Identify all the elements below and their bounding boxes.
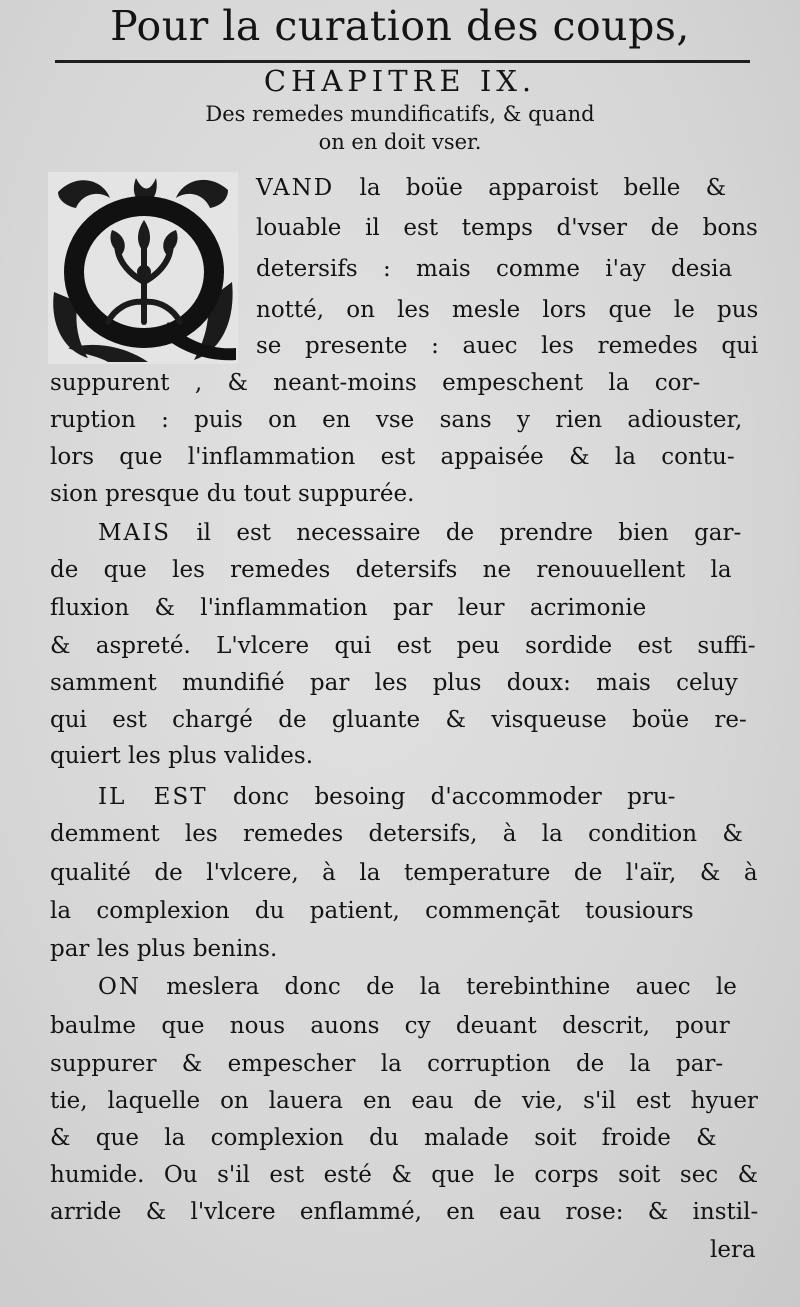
text-line: louable il est temps d'vser de bons bbox=[256, 215, 758, 241]
text-line: qualité de l'vlcere, à la temperature de l'aïr, & à bbox=[50, 860, 758, 886]
text-line: VAND la boüe apparoist belle & bbox=[256, 175, 727, 201]
text-line: MAIS il est necessaire de prendre bien gar- bbox=[98, 520, 742, 546]
text-line: arride & l'vlcere enflammé, en eau rose: & instil- bbox=[50, 1199, 759, 1225]
text-line: baulme que nous auons cy deuant descrit, pour bbox=[50, 1013, 730, 1039]
catchword: lera bbox=[710, 1237, 756, 1263]
text-line: suppurer & empescher la corruption de la par- bbox=[50, 1051, 724, 1077]
small-caps-lead: ON bbox=[98, 974, 141, 1000]
text-line: notté, on les mesle lors que le pus bbox=[256, 297, 759, 323]
text-line: humide. Ou s'il est esté & que le corps soit sec & bbox=[50, 1162, 759, 1188]
subtitle-line: on en doit vser. bbox=[318, 130, 482, 154]
small-caps-lead: MAIS bbox=[98, 520, 172, 546]
subtitle-line: Des remedes mundificatifs, & quand bbox=[205, 102, 595, 126]
small-caps-lead: IL EST bbox=[98, 784, 208, 810]
text-line: suppurent , & neant-moins empeschent la cor- bbox=[50, 370, 701, 396]
text-line: IL EST donc besoing d'accommoder pru- bbox=[98, 784, 676, 810]
decorated-initial-q bbox=[48, 172, 238, 364]
text-line: qui est chargé de gluante & visqueuse boüe re- bbox=[50, 707, 747, 733]
text-line: lors que l'inflammation est appaisée & la contu- bbox=[50, 444, 735, 470]
text-line: quiert les plus valides. bbox=[50, 743, 314, 769]
text-line: & aspreté. L'vlcere qui est peu sordide est suffi- bbox=[50, 633, 756, 659]
text-line: de que les remedes detersifs ne renouuellent la bbox=[50, 557, 732, 583]
text-line: tie, laquelle on lauera en eau de vie, s'il est hyuer bbox=[50, 1088, 758, 1114]
running-head: Pour la curation des coups, bbox=[110, 2, 690, 50]
text-line: sion presque du tout suppurée. bbox=[50, 481, 415, 507]
text-line: fluxion & l'inflammation par leur acrimonie bbox=[50, 595, 647, 621]
text-line: samment mundifié par les plus doux: mais celuy bbox=[50, 670, 738, 696]
text-line: se presente : auec les remedes qui bbox=[256, 333, 759, 359]
header-rule bbox=[55, 60, 750, 63]
chapter-subtitle bbox=[0, 100, 800, 156]
text-line: demment les remedes detersifs, à la condition & bbox=[50, 821, 743, 847]
text-line: ON meslera donc de la terebinthine auec le bbox=[98, 974, 737, 1000]
small-caps-lead: VAND bbox=[256, 175, 335, 201]
text-line: detersifs : mais comme i'ay desia bbox=[256, 256, 733, 282]
chapter-heading: CHAPITRE IX. bbox=[263, 64, 537, 98]
text-line: ruption : puis on en vse sans y rien adiouster, bbox=[50, 407, 743, 433]
text-line: & que la complexion du malade soit froide & bbox=[50, 1125, 717, 1151]
text-line: par les plus benins. bbox=[50, 936, 278, 962]
text-line: la complexion du patient, commençāt tousiours bbox=[50, 898, 694, 924]
